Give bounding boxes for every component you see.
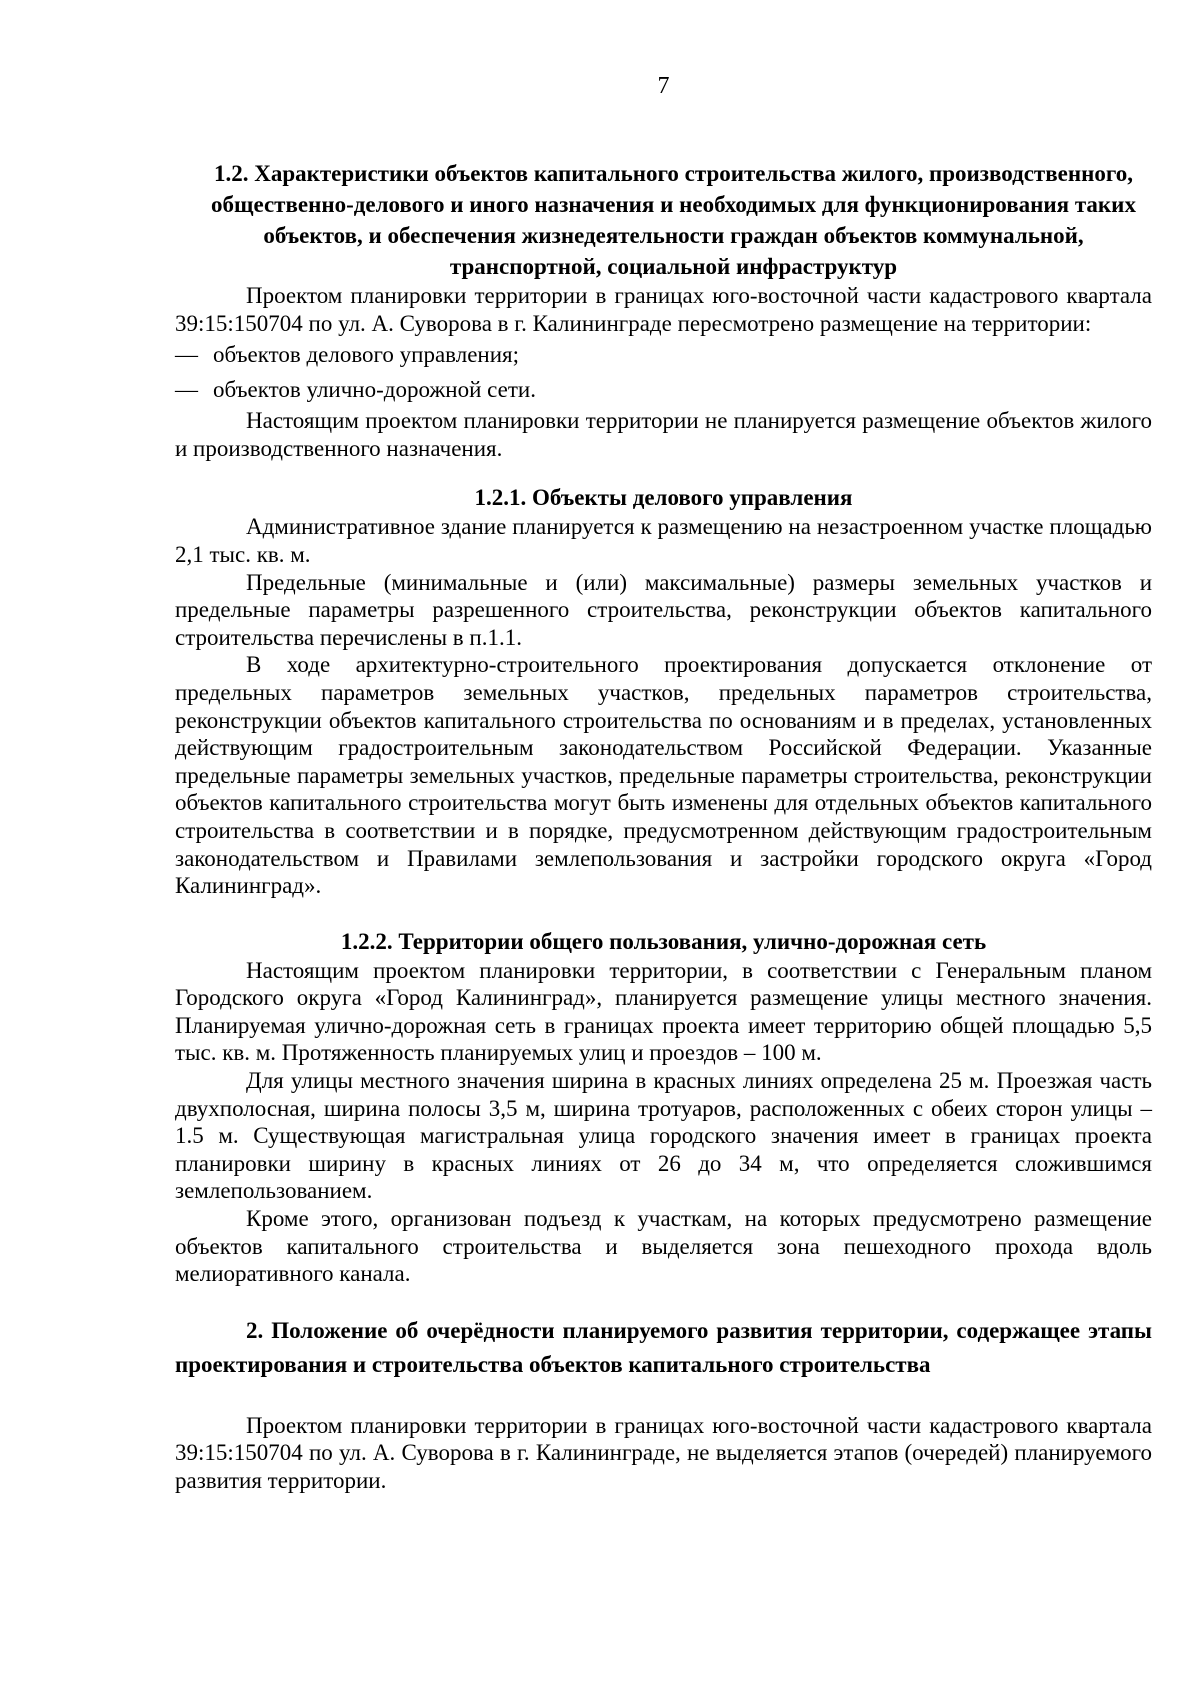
section-1-2-2-paragraph: Кроме этого, организован подъезд к участкам, на которых предусмотрено размещение объектов капитального строительства и выделяется зона пешеходного прохода вдоль мелиоративного канала.	[175, 1206, 1152, 1287]
page-number: 7	[657, 73, 670, 99]
section-1-2-list	[175, 337, 1152, 407]
list-item	[175, 372, 1152, 407]
document-body	[175, 158, 1152, 1495]
dash-marker: —	[175, 342, 198, 368]
section-1-2-1-paragraph: Административное здание планируется к размещению на незастроенном участке площадью 2,1 тыс. кв. м.	[175, 514, 1152, 567]
list-item	[175, 337, 1152, 372]
section-1-2-2-paragraph: Настоящим проектом планировки территории, в соответствии с Генеральным планом Городского округа «Город Калининград», планируется размещение улицы местного значения. Планируемая улично-дорожная сеть в границах проекта имеет территорию общей площадью 5,5 тыс. кв. м. Протяженность планируемых улиц и проездов – 100 м.	[175, 957, 1152, 1066]
section-2-heading: 2. Положение об очерёдности планируемого развития территории, содержащее этапы проектирования и строительства объектов капитального строительства	[175, 1317, 1152, 1377]
section-1-2-1-paragraph: В ходе архитектурно-строительного проектирования допускается отклонение от предельных параметров земельных участков, предельных параметров строительства, реконструкции объектов капитального строительства по основаниям и в пределах, установленных действующим градостроительным законодательством Российской Федерации. Указанные предельные параметры земельных участков, предельные параметры строительства, реконструкции объектов капитального строительства могут быть изменены для отдельных объектов капитального строительства в соответствии и в порядке, предусмотренном действующим градостроительным законодательством и Правилами землепользования и застройки городского округа «Город Калининград».	[175, 652, 1152, 899]
section-1-2-intro: Проектом планировки территории в границах юго-восточной части кадастрового квартала 39:15:150704 по ул. А. Суворова в г. Калининграде пересмотрено размещение на территории:	[175, 283, 1152, 336]
dash-marker: —	[175, 377, 198, 403]
list-item-text: объектов делового управления;	[213, 342, 520, 368]
section-1-2-2-paragraph: Для улицы местного значения ширина в красных линиях определена 25 м. Проезжая часть двухполосная, ширина полосы 3,5 м, ширина тротуаров, расположенных с обеих сторон улицы – 1.5 м. Существующая магистральная улица городского значения имеет в границах проекта планировки ширину в красных линиях от 26 до 34 м, что определяется сложившимся землепользованием.	[175, 1068, 1152, 1204]
list-item-text: объектов улично-дорожной сети.	[213, 377, 536, 403]
section-1-2-1-heading: 1.2.1. Объекты делового управления	[474, 485, 853, 511]
section-1-2-1-paragraph: Предельные (минимальные и (или) максимальные) размеры земельных участков и предельные параметры разрешенного строительства, реконструкции объектов капитального строительства перечислены в п.1.1.	[175, 569, 1152, 650]
document-page	[175, 0, 1152, 1698]
section-1-2-2-heading: 1.2.2. Территории общего пользования, улично-дорожная сеть	[340, 928, 987, 954]
section-2-paragraph: Проектом планировки территории в границах юго-восточной части кадастрового квартала 39:15:150704 по ул. А. Суворова в г. Калининграде, не выделяется этапов (очередей) планируемого развития территории.	[175, 1412, 1152, 1493]
section-1-2-heading: 1.2. Характеристики объектов капитального строительства жилого, производственного, общественно-делового и иного назначения и необходимых для функционирования таких объектов, и обеспечения жизнедеятельности граждан объектов коммунальной, транспортной, социальной инфраструктур	[211, 161, 1136, 279]
section-1-2-note: Настоящим проектом планировки территории не планируется размещение объектов жилого и производственного назначения.	[175, 408, 1152, 461]
